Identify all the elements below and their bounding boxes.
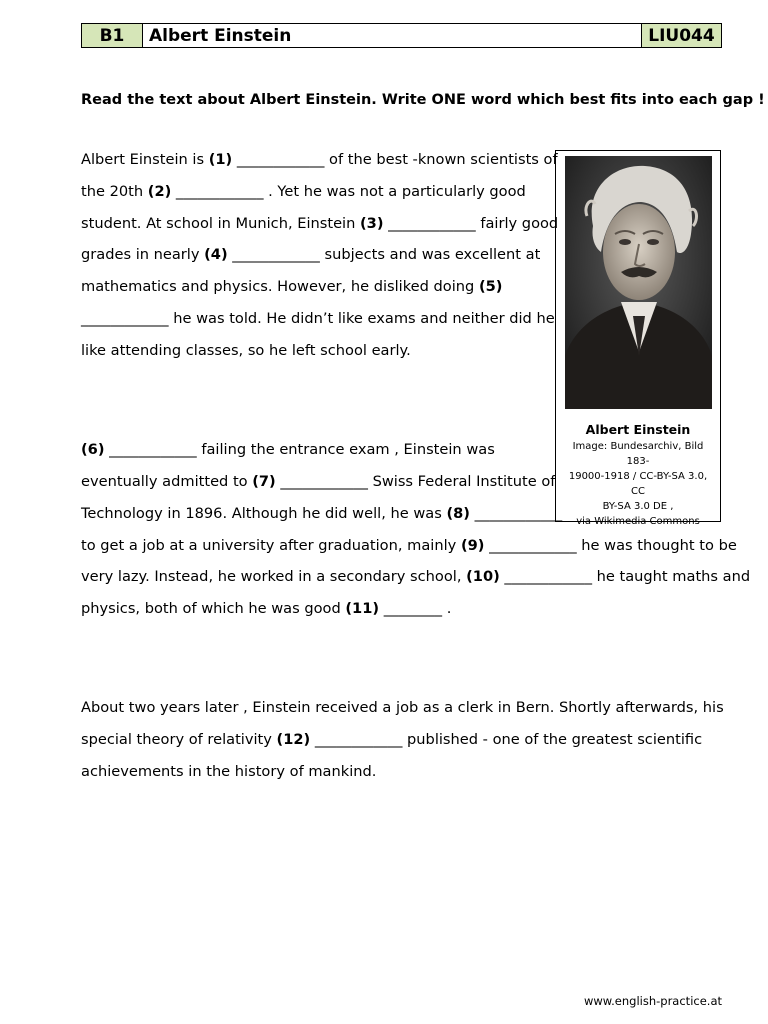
gap-number: (1)	[208, 151, 233, 168]
gap-number: (10)	[466, 568, 500, 585]
gap-blank: ____________	[175, 183, 264, 200]
text-line: physics, both of which he was good (11) ________ .	[81, 600, 452, 617]
portrait-figure	[555, 150, 721, 527]
text-line: very lazy. Instead, he worked in a secondary school, (10) ____________ he taught maths and	[81, 568, 751, 585]
gap-blank: ____________	[314, 731, 403, 748]
text-line: Albert Einstein is (1) ____________ of the best -known scientists of	[81, 151, 558, 168]
gap-number: (12)	[276, 731, 311, 748]
gap-blank: ____________	[388, 215, 476, 232]
gap-number: (3)	[360, 215, 384, 232]
text-line: special theory of relativity (12) ____________ published - one of the greatest scientific	[81, 731, 703, 748]
gap-blank: ____________	[81, 310, 169, 327]
gap-number: (6)	[81, 441, 105, 458]
portrait-photo	[565, 156, 712, 409]
text-line: like attending classes, so he left school early.	[81, 342, 411, 359]
text-line: (6) ____________ failing the entrance exam , Einstein was	[81, 441, 495, 458]
text-line: About two years later , Einstein received a job as a clerk in Bern. Shortly afterwards, his	[81, 699, 724, 716]
gap-blank: ____________	[504, 568, 592, 585]
text-line: student. At school in Munich, Einstein (3) ____________ fairly good	[81, 215, 559, 232]
gap-number: (11)	[345, 600, 380, 617]
gap-number: (9)	[460, 537, 485, 554]
text-line: mathematics and physics. However, he disliked doing (5)	[81, 278, 503, 295]
gap-blank: ________	[383, 600, 443, 617]
gap-blank: ____________	[489, 537, 577, 554]
worksheet-title: Albert Einstein	[149, 25, 292, 46]
gap-blank: ____________	[109, 441, 197, 458]
gap-number: (7)	[252, 473, 276, 490]
instruction-text: Read the text about Albert Einstein. Write ONE word which best fits into each gap !	[81, 92, 765, 108]
text-line: Technology in 1896. Although he did well, he was (8) ____________	[81, 505, 563, 522]
worksheet-code: LIU044	[641, 24, 721, 47]
text-line: achievements in the history of mankind.	[81, 763, 377, 780]
figure-caption-title: Albert Einstein	[585, 422, 691, 437]
gap-number: (4)	[204, 246, 228, 263]
text-line: to get a job at a university after graduation, mainly (9) ____________ he was thought to be	[81, 537, 737, 554]
gap-number: (5)	[478, 278, 503, 295]
gap-blank: ____________	[474, 505, 563, 522]
gap-blank: ____________	[236, 151, 325, 168]
worksheet-header	[81, 23, 722, 48]
gap-number: (2)	[147, 183, 172, 200]
figure-credit: Image: Bundesarchiv, Bild 183- 19000-1918 / CC-BY-SA 3.0, CC BY-SA 3.0 DE , via Wikimedia Commons	[568, 441, 708, 527]
text-line: ____________ he was told. He didn’t like exams and neither did he	[81, 310, 555, 327]
text-line: grades in nearly (4) ____________ subjects and was excellent at	[81, 246, 541, 263]
gap-blank: ____________	[232, 246, 320, 263]
level-badge: B1	[82, 24, 143, 47]
gap-number: (8)	[446, 505, 470, 522]
gap-blank: ____________	[280, 473, 368, 490]
text-line: the 20th (2) ____________ . Yet he was not a particularly good	[81, 183, 526, 200]
text-line: eventually admitted to (7) ____________ Swiss Federal Institute of	[81, 473, 556, 490]
footer-website: www.english-practice.at	[583, 994, 722, 1008]
